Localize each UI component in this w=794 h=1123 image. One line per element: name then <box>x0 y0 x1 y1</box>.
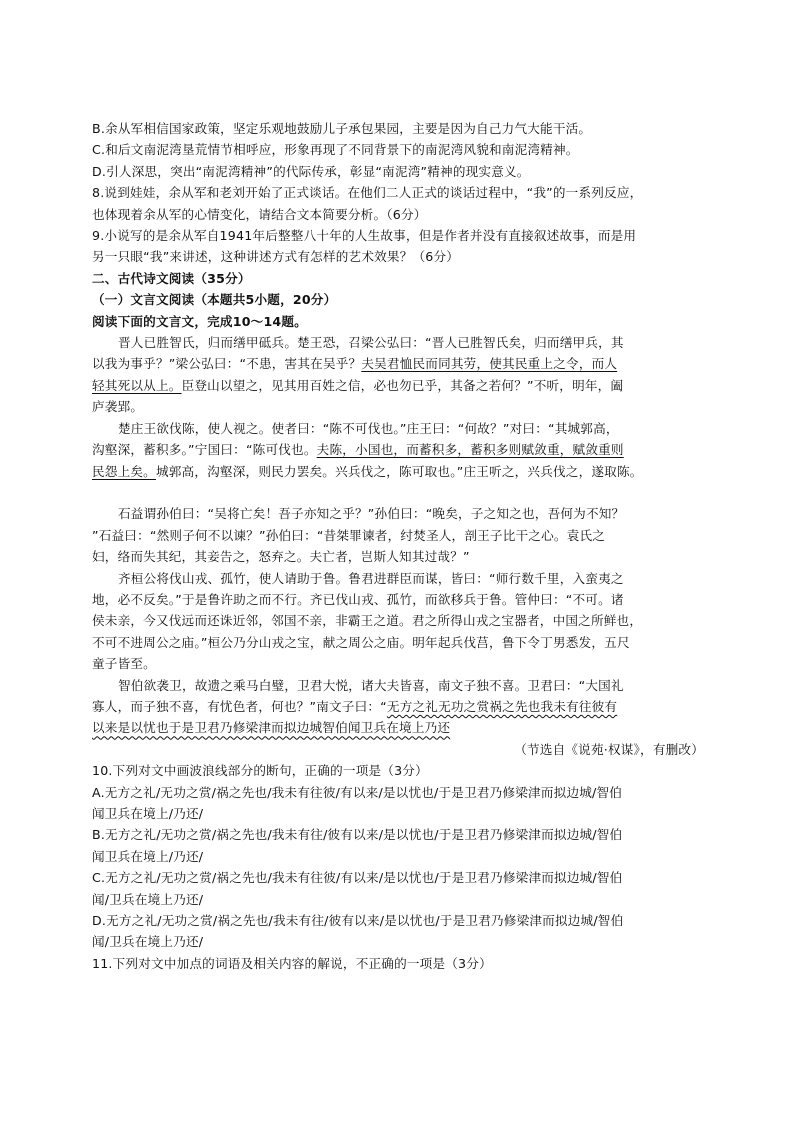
q9-line-1: 9.小说写的是余从军自1941年后整整八十年的人生故事，但是作者并没有直接叙述故事，而是用 <box>92 228 637 244</box>
passage-paragraph-2 <box>92 418 704 482</box>
passage-paragraph-3 <box>92 503 704 567</box>
q10-option-b: B.无方之礼/无功之赏/祸之先也/我未有往/彼有以来/是以忧也/于是卫君乃修梁津而拟边城/智伯 <box>92 827 623 843</box>
passage-line: 齐桓公将伐山戎、孤竹，使人请助于鲁。鲁君进群臣而谋，皆曰：“师行数千里，入蛮夷之 <box>118 570 624 586</box>
passage-line: ”石益曰：“然则子何不以谏？”孙伯曰：“昔桀罪谏者，纣焚圣人，剖王子比干之心。袁氏之 <box>92 527 606 543</box>
q9-line-2: 另一只眼“我”来讲述，这种讲述方式有怎样的艺术效果？（6分） <box>92 249 460 265</box>
wavy-underlined-text: 以来是以忧也于是卫君乃修梁津而拟边城智伯闻卫兵在境上乃还 <box>92 720 451 736</box>
question-10 <box>92 760 704 953</box>
q10-option-b-cont: 闻卫兵在境上/乃还/ <box>92 848 204 864</box>
section-instruction: 阅读下面的文言文，完成10～14题。 <box>92 313 307 329</box>
passage-text: 臣登山以望之，见其用百姓之信，必也勿已乎，其备之若何？”不听，明年，阖 <box>181 377 624 393</box>
passage-source: （节选自《说苑·权谋》，有删改） <box>514 741 704 757</box>
q10-option-d: D.无方之礼/无功之赏/祸之先也/我未有往/彼有以来/是以忧也/于是卫君乃修梁津而拟边城/智伯 <box>92 913 624 929</box>
underlined-sentence: 夫吴君恤民而同其劳，使其民重上之令，而人 <box>361 356 618 372</box>
q10-option-a-cont: 闻卫兵在境上/乃还/ <box>92 805 204 821</box>
q7-option-d: D.引人深思，突出“南泥湾精神”的代际传承，彰显“南泥湾”精神的现实意义。 <box>92 163 530 179</box>
passage-line: 石益谓孙伯曰：“吴将亡矣！吾子亦知之乎？”孙伯曰：“晚矣，子之知之也，吾何为不知？ <box>118 506 625 522</box>
q8-line-2: 也体现着余从军的心情变化，请结合文本简要分析。（6分） <box>92 206 427 222</box>
q10-option-a: A.无方之礼/无功之赏/祸之先也/我未有往彼/有以来/是以忧也/于是卫君乃修梁津而拟边城/智伯 <box>92 784 623 800</box>
passage-line: 地，必不反矣。”于是鲁许助之而不行。齐已伐山戎、孤竹，而欲移兵于鲁。管仲曰：“不可。诸 <box>92 591 624 607</box>
q11-stem: 11.下列对文中加点的词语及相关内容的解说，不正确的一项是（3分） <box>92 955 492 971</box>
underlined-sentence: 轻其死以从上。 <box>92 377 182 393</box>
passage-paragraph-1 <box>92 332 704 418</box>
q10-option-d-cont: 闻/卫兵在境上乃还/ <box>92 934 204 950</box>
passage-text: 沟壑深，蓄积多。”宁国曰：“陈可伐也。 <box>92 442 317 458</box>
underlined-sentence: 夫陈，小国也，而蓄积多，蓄积多则赋敛重，赋敛重则 <box>316 442 624 458</box>
passage-line: 楚庄王欲伐陈，使人视之。使者曰：“陈不可伐也。”庄王曰：“何故？”对曰：“其城郭高， <box>118 420 619 436</box>
q10-option-c: C.无方之礼/无功之赏/祸之先也/我未有往彼/有以来/是以忧也/于是卫君乃修梁津而拟边城/智伯 <box>92 870 623 886</box>
passage-text: 以我为事乎？”梁公弘曰：“不患，害其在吴乎？ <box>92 356 362 372</box>
passage-line: 侯未亲，今又伐远而还诛近邻，邻国不亲，非霸王之道。君之所得山戎之宝器者，中国之所鲜也， <box>92 613 643 629</box>
passage-line: 童子皆至。 <box>92 656 156 672</box>
section-title: 二、古代诗文阅读（35分） <box>92 270 251 286</box>
wavy-underlined-text: 无方之礼无功之赏祸之先也我未有往彼有 <box>386 698 618 714</box>
underlined-sentence: 民怨上矣。 <box>92 463 156 479</box>
q8-line-1: 8.说到娃娃，余从军和老刘开始了正式谈话。在他们二人正式的谈话过程中，“我”的一系列反应， <box>92 185 643 201</box>
passage-paragraph-5 <box>92 675 704 739</box>
section-subtitle: （一）文言文阅读（本题共5小题，20分） <box>92 292 337 308</box>
q7-option-b: B.余从军相信国家政策，坚定乐观地鼓励儿子承包果园，主要是因为自己力气大能干活。 <box>92 121 592 136</box>
exam-page <box>92 118 704 974</box>
passage-paragraph-4 <box>92 568 704 675</box>
passage-line: 智伯欲袭卫，故遗之乘马白璧，卫君大悦，诸大夫皆喜，南文子独不喜。卫君曰：“大国礼 <box>118 677 624 693</box>
passage-text: 城郭高，沟壑深，则民力罢矣。兴兵伐之，陈可取也。”庄王听之，兴兵伐之，遂取陈。 <box>155 463 643 479</box>
passage-line: 妇，络而失其纪，其妾告之，怒弃之。夫亡者，岂斯人知其过哉？” <box>92 549 470 565</box>
passage-line: 庐袭郢。 <box>92 399 144 415</box>
passage-text: 寡人，而子独不喜，有忧色者，何也？”南文子曰：“ <box>92 698 387 714</box>
q10-stem: 10.下列对文中画波浪线部分的断句，正确的一项是（3分） <box>92 763 428 779</box>
spacer <box>92 482 704 503</box>
passage-line: 不可不进周公之庙。”桓公乃分山戎之宝，献之周公之庙。明年起兵伐莒，鲁下令丁男悉发，五尺 <box>92 634 630 650</box>
passage-line: 晋人已胜智氏，归而缮甲砥兵。楚王恐，召梁公弘曰：“晋人已胜智氏矣，归而缮甲兵，其 <box>118 335 624 351</box>
q10-option-c-cont: 闻/卫兵在境上乃还/ <box>92 891 204 907</box>
q7-option-c: C.和后文南泥湾垦荒情节相呼应，形象再现了不同背景下的南泥湾风貌和南泥湾精神。 <box>92 142 579 158</box>
